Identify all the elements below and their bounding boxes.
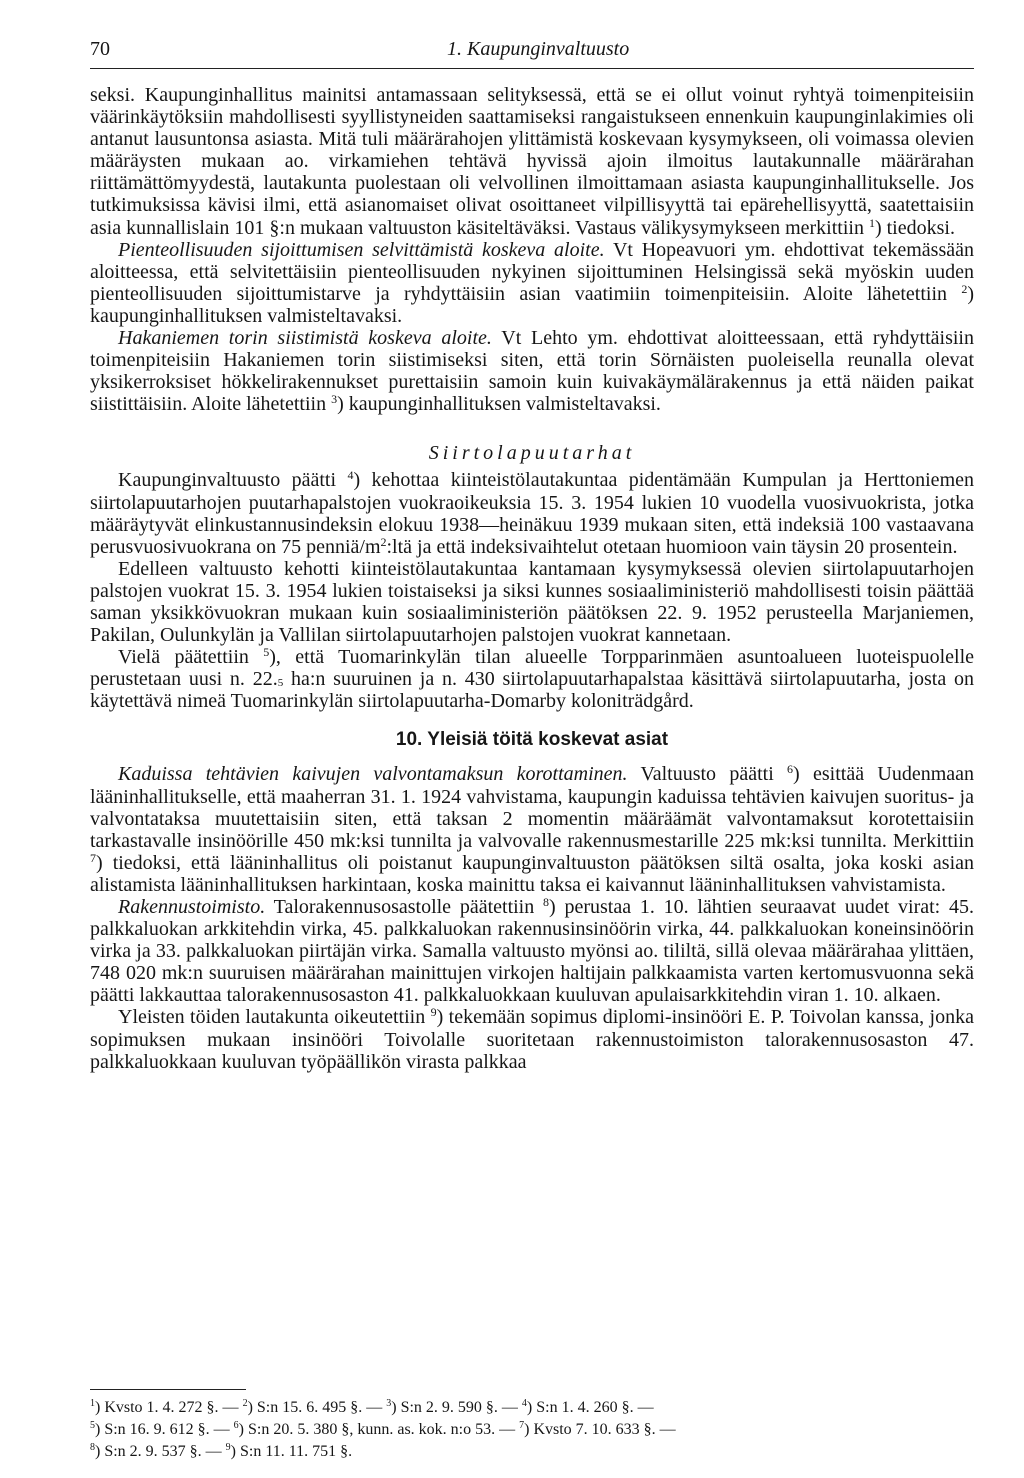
footnotes — [90, 1397, 974, 1463]
paragraph-hakaniemi: Hakaniemen torin siistimistä koskeva aloite. Vt Lehto ym. ehdottivat aloitteessaan, että ryhdyttäisiin toimenpiteisiin Hakaniemen torin siistimiseksi siten, että torin Sörnäisten puoleisella reunalla olevat yksikerroksiset hökkelirakennukset purettaisiin samoin kuin kuivakäymälärakennus ja että näiden paikat siistittäisiin. Aloite lähetettiin $^3$) kaupunginhallituksen valmisteltavaksi. — [90, 327, 974, 416]
footnote-ref: 8 — [543, 895, 550, 909]
paragraph-rakennustoimisto: Rakennustoimisto. Talorakennusosastolle päätettiin $^8$) perustaa 1. 10. lähtien seuraavat uudet virat: 45. palkkaluokan arkkitehdin virka, 45. palkkaluokan rakennusinsinöörin virka, 44. palkkaluokan koneinsinöörin virka ja 33. palkkaluokan piirtäjän virka. Samalla valtuusto myönsi ao. tililtä, sillä olevaa määrärahaa ylittäen, 748 020 mk:n suuruisen määrärahan mainittujen virkojen haltijain palkkaamista varten kertomusvuonna sekä päätti lakkauttaa talorakennusosaston 41. palkkaluokkaan kuuluvan apulaisarkkitehdin viran 1. 10. alkaen. — [90, 895, 974, 1007]
paragraph-yleisten-toiden-lautakunta: Yleisten töiden lautakunta oikeutettiin $^9$) tekemään sopimus diplomi-insinööri E. P. Toivolan kanssa, jonka sopimuksen mukaan insinööri Toivolalle suoritetaan rakennustoimiston talorakennusosaston 47. palkkaluokkaan kuuluvan työpäällikön virasta palkkaa — [90, 1005, 974, 1073]
footnote-mark: 5 — [90, 1420, 95, 1431]
paragraph-vastaus: seksi. Kaupunginhallitus mainitsi antamassaan selityksessä, että se ei ollut voinut ryhtyä toimenpiteisiin väärinkäytöksiin mahdollisesti syyllistyneiden saattamiseksi rangaistukseen ennenkuin kaupunginlakimies oli antanut lausuntonsa asiasta. Mitä tuli määrärahojen ylittämistä koskevaan kysymykseen, oli voimassa olevien määräysten mukaan ao. virkamiehen tehtävä hyvissä ajoin ilmoitus lautakunnalle määrärahan riittämättömyydestä, lautakunta puolestaan oli velvollinen ilmoittamaan asiasta kaupunginhallitukselle. Jos tutkimuksissa kävisi ilmi, että asianomaiset olivat osoittaneet vilpillisyyttä tai epärehellisyyttä, saatettaisiin asia kunnallislain 101 §:n mukaan valtuuston käsiteltäväksi. Vastaus välikysymykseen merkittiin $^1$) tiedoksi. — [90, 84, 974, 239]
footnote-mark: 1 — [90, 1398, 95, 1409]
footnote-rule — [90, 1389, 246, 1390]
page-number: 70 — [90, 38, 110, 60]
running-title: 1. Kaupunginvaltuusto — [447, 38, 630, 60]
footnote-mark: 4 — [521, 1398, 527, 1409]
footnote-text: ) Kvsto 7. 10. 633 §. — — [524, 1421, 676, 1438]
footnote-text: ) S:n 2. 9. 537 §. — — [95, 1443, 226, 1460]
footnote-line — [90, 1441, 974, 1463]
footnote-ref: 9 — [430, 1005, 437, 1020]
section-title: Siirtolapuutarhat — [428, 442, 636, 465]
footnote-ref: 5 — [263, 645, 270, 660]
item-title: Kaduissa tehtävien kaivujen valvontamaksun korottaminen. — [118, 763, 628, 786]
main-text — [90, 84, 974, 1073]
paragraph-pienteollisuus: Pienteollisuuden sijoittumisen selvittämistä koskeva aloite. Vt Hopeavuori ym. ehdottivat tekemässään aloitteessa, että selvitettäisiin pienteollisuuden nykyinen sijoittuminen Helsingissä sekä myöskin uuden pienteollisuuden sijoittumistarve ja ryhdyttäisiin asian vaatimiin toimenpiteisiin. Aloite lähetettiin $^2$) kaupunginhallituksen valmisteltavaksi. — [90, 238, 974, 327]
superscript: 2 — [380, 534, 387, 549]
footnote-ref: 3 — [331, 392, 338, 407]
footnote-mark: 8 — [90, 1442, 95, 1453]
footnote-mark: 2 — [242, 1398, 248, 1409]
item-title: Rakennustoimisto. — [118, 896, 266, 918]
footnote-ref: 6 — [787, 762, 794, 777]
footnote-ref: 2 — [961, 281, 968, 296]
footnote-text: ) S:n 1. 4. 260 §. — — [526, 1399, 654, 1416]
footnote-mark: 7 — [519, 1420, 525, 1431]
paragraph-kaivut: Kaduissa tehtävien kaivujen valvontamaksun korottaminen. Valtuusto päätti $^6$) esittää Uudenmaan lääninhallitukselle, että maaherran 31. 1. 1924 vahvistama, kaupungin kaduissa tehtävien kaivujen suoritus- ja valvontataksa muutettaisiin siten, että taksan 2 momentin määräämät valvontamaksut korotettaisiin tarkastavalle insinöörille 450 mk:ksi tunnilta ja valvovalle rakennusmestarille 225 mk:ksi tunnilta. Merkittiin $^7$) tiedoksi, että lääninhallitus oli poistanut kaupunginvaltuuston päätöksen siltä osalta, joka koski asian alistamista lääninhallituksen harkintaan, koska mainittu taksa ei kaivannut lääninhallituksen vahvistamista. — [90, 762, 975, 896]
footnote-text: ) S:n 11. 11. 751 §. — [230, 1443, 353, 1460]
footnote-text: ) Kvsto 1. 4. 272 §. — — [95, 1399, 243, 1416]
footnote-line — [90, 1397, 974, 1419]
footnote-ref: 4 — [347, 468, 354, 483]
paragraph-siirtolapuutarhat-1: Kaupunginvaltuusto päätti $^4$) kehottaa kiinteistölautakuntaa pidentämään Kumpulan ja Herttoniemen siirtolapuutarhojen puutarhapalstojen vuokraoikeuksia 15. 3. 1954 lukien 10 vuodella vuosivuokrista, jotka määräytyvät elinkustannusindeksin elokuu 1938—heinäkuu 1939 mukaan siten, että indeksiä 100 vastaavana perusvuosivuokrana on 75 penniä/$m^2:ltä$ ja että indeksivaihtelut otetaan huomioon vain täysin 20 prosentein. — [90, 468, 974, 558]
footnote-text: ) S:n 16. 9. 612 §. — — [95, 1421, 234, 1438]
item-title: Pienteollisuuden sijoittumisen selvittämistä koskeva aloite. — [118, 238, 605, 261]
small-digit: 5 — [277, 677, 284, 690]
section-heading: 10. Yleisiä töitä koskevat asiat — [395, 729, 669, 751]
footnote-text: ) S:n 15. 6. 495 §. — — [247, 1399, 387, 1416]
footnote-ref: 7 — [90, 850, 96, 865]
page-header — [90, 36, 974, 62]
footnote-mark: 9 — [225, 1442, 231, 1453]
footnote-mark: 6 — [233, 1420, 239, 1431]
footnote-line — [90, 1419, 974, 1441]
item-title: Hakaniemen torin siistimistä koskeva aloite. — [118, 327, 492, 350]
paragraph-siirtolapuutarhat-3: Vielä päätettiin $^5$), että Tuomarinkylän tilan alueelle Torpparinmäen asuntoalueen luoteispuolelle perustetaan uusi n. 22.5 ha:n suuruinen ja n. 430 siirtolapuutarhapalstaa käsittävä siirtolapuutarha, josta on käytettävä nimeä Tuomarinkylän siirtolapuutarha-Domarby koloniträdgård. — [90, 645, 974, 713]
footnote-text: ) S:n 2. 9. 590 §. — — [391, 1399, 522, 1416]
footnote-text: ) S:n 20. 5. 380 §, kunn. as. kok. n:o 53. — — [238, 1421, 520, 1438]
paragraph-siirtolapuutarhat-2: Edelleen valtuusto kehotti kiinteistölautakuntaa kantamaan kysymyksessä olevien siirtolapuutarhojen palstojen vuokrat 15. 3. 1954 lukien toistaiseksi ja siksi kunnes sosiaaliministeriö mahdollisesti toisin päättää saman yksikkövuokran mukaan kuin sosiaaliministeriön päätöksen 22. 9. 1952 perusteella Marjaniemen, Pakilan, Oulunkylän ja Vallilan siirtolapuutarhojen palstojen vuokrat kannetaan. — [90, 557, 974, 647]
header-rule — [90, 68, 974, 69]
footnote-ref: 1 — [868, 215, 875, 230]
footnote-mark: 3 — [386, 1398, 392, 1409]
